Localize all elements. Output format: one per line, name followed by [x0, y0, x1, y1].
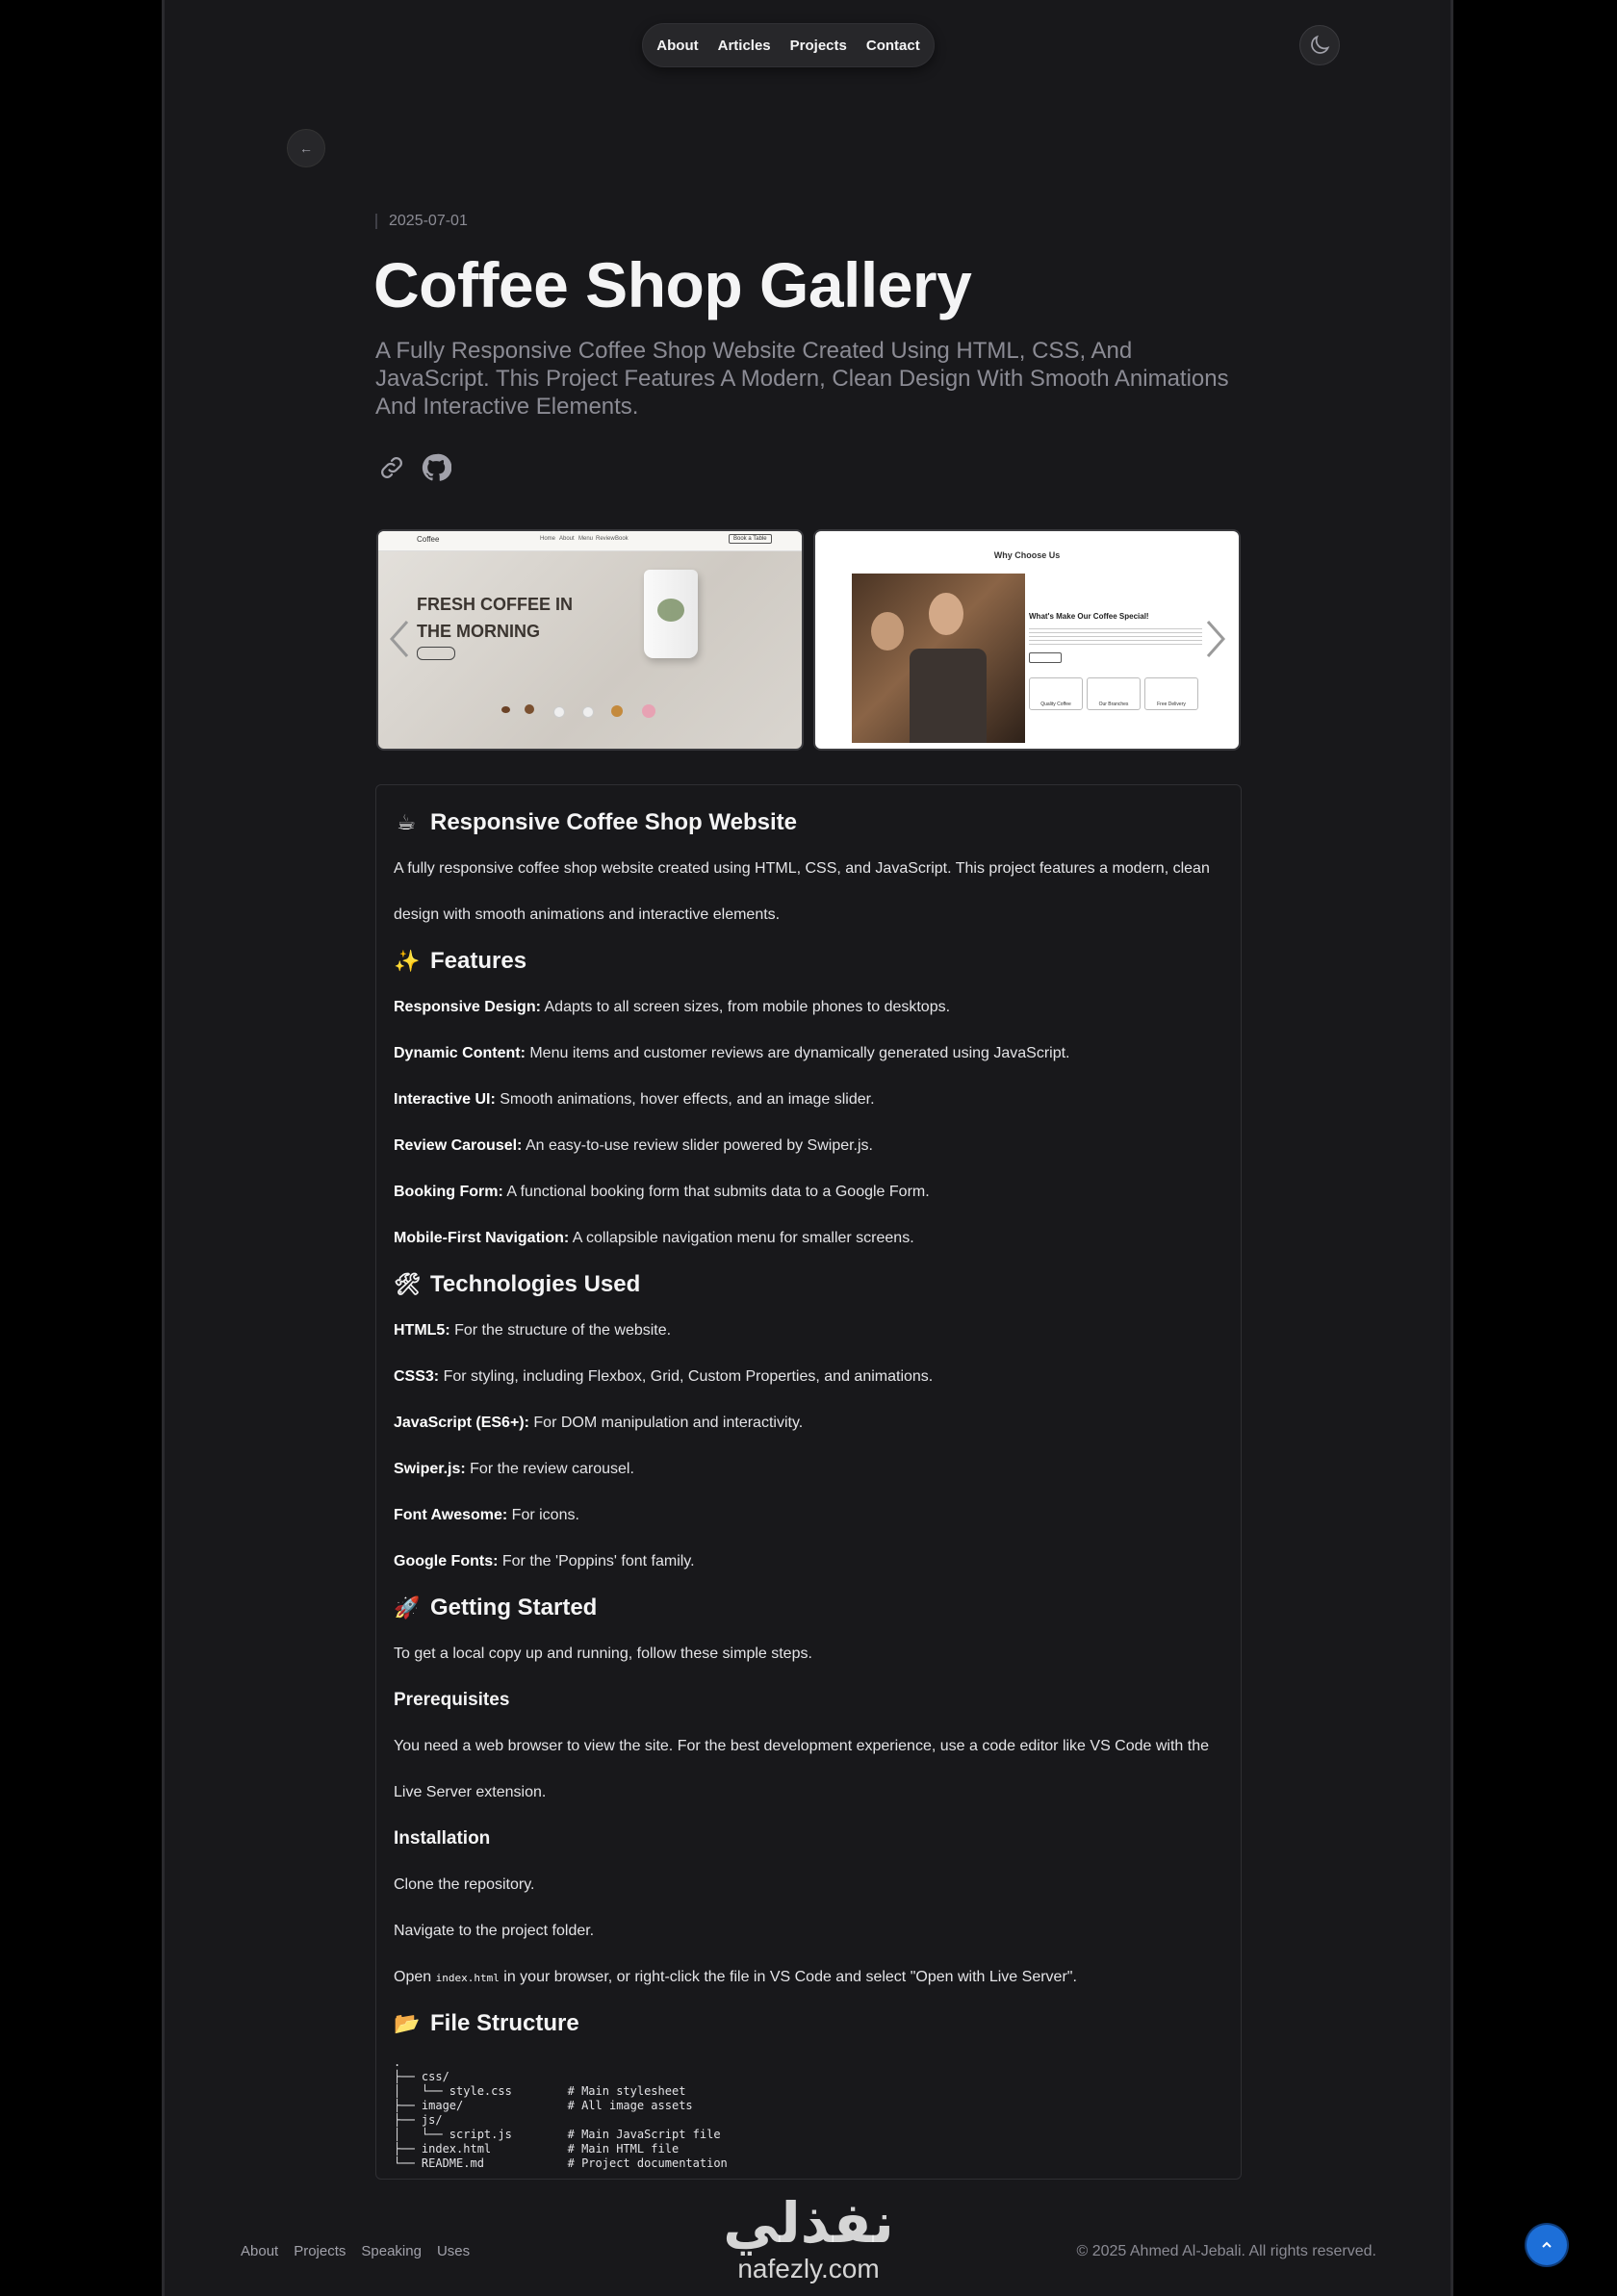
arrow-left-icon: ←: [299, 140, 313, 156]
footer-link-about[interactable]: About: [241, 2243, 279, 2259]
watermark-latin: nafezly.com: [737, 2254, 880, 2283]
chevron-left-icon[interactable]: [388, 618, 411, 660]
slide-read-more: [1029, 652, 1062, 663]
scroll-to-top-button[interactable]: [1527, 2225, 1567, 2265]
slide-button-shape: [417, 647, 455, 660]
tech-item: Google Fonts: For the 'Poppins' font family.: [394, 1553, 695, 1569]
tools-icon: 🛠: [394, 1272, 421, 1296]
slide-nav-item: Book: [615, 536, 629, 542]
heading-file-structure-text: File Structure: [430, 2010, 579, 2036]
slide-cta: Book a Table: [729, 534, 772, 544]
feature-item: Review Carousel: An easy-to-use review slider powered by Swiper.js.: [394, 1137, 873, 1154]
heading-technologies: [394, 1271, 640, 1298]
image-gallery: [376, 529, 1241, 753]
theme-toggle-button[interactable]: [1299, 25, 1340, 65]
prereq-line: You need a web browser to view the site. For the best development experience, use a code editor like VS Code with the: [394, 1738, 1210, 1754]
link-icon[interactable]: [375, 451, 408, 484]
start-text: To get a local copy up and running, follow these simple steps.: [394, 1645, 812, 1662]
slide-text-lines: [1029, 625, 1202, 645]
coffee-icon: ☕: [397, 810, 416, 834]
feature-item: Mobile-First Navigation: A collapsible navigation menu for smaller screens.: [394, 1230, 914, 1246]
footer-link-projects[interactable]: Projects: [294, 2243, 346, 2259]
gallery-slide[interactable]: [813, 529, 1241, 751]
file-tree-code-block: . ├── css/ │ └── style.css # Main stylesheet ├── image/ # All image assets ├── js/ │ └── script.js # Main JavaScript file ├── index.html # Main HTML file └── README.md # Project documentation: [394, 2055, 728, 2170]
feature-card: Quality Coffee: [1029, 677, 1083, 710]
heading-main: [394, 809, 797, 836]
feature-card: Our Branches: [1087, 677, 1141, 710]
slide-nav-item: About: [559, 536, 575, 542]
post-date: 2025-07-01: [375, 214, 468, 229]
coffee-cup-image: [644, 570, 698, 658]
nav-projects[interactable]: Projects: [789, 37, 847, 54]
tech-item: HTML5: For the structure of the website.: [394, 1322, 672, 1339]
moon-icon: [1307, 33, 1332, 58]
slide-nav-item: Home: [540, 536, 556, 542]
heading-features: [394, 948, 526, 975]
footer-navigation: [241, 2243, 470, 2259]
github-icon[interactable]: [420, 451, 452, 484]
feature-item: Interactive UI: Smooth animations, hover effects, and an image slider.: [394, 1091, 875, 1108]
heading-getting-started: [394, 1594, 597, 1621]
watermark: [707, 2194, 910, 2290]
gallery-slide[interactable]: [376, 529, 804, 751]
chevron-right-icon[interactable]: [1204, 618, 1227, 660]
watermark-arabic: نفذلي: [723, 2192, 894, 2255]
page-subtitle: A Fully Responsive Coffee Shop Website Created Using HTML, CSS, And JavaScript. This Project Features A Modern, Clean Design With Smooth Animations And Interactive Elements.: [375, 338, 1229, 420]
intro-line: design with smooth animations and interactive elements.: [394, 906, 781, 923]
feature-item: Booking Form: A functional booking form that submits data to a Google Form.: [394, 1184, 930, 1200]
feature-item: Responsive Design: Adapts to all screen sizes, from mobile phones to desktops.: [394, 999, 951, 1015]
heading-file-structure: [394, 2010, 579, 2037]
sparkles-icon: ✨: [394, 949, 421, 973]
project-links: [375, 451, 452, 484]
tech-item: Swiper.js: For the review carousel.: [394, 1461, 634, 1477]
slide-nav-item: Review: [596, 536, 615, 542]
slide-site-header: [378, 531, 802, 551]
folder-icon: 📂: [394, 2011, 421, 2035]
slide-heading: Why Choose Us: [993, 550, 1061, 560]
install-step: Open index.html in your browser, or right-click the file in VS Code and select "Open with Live Server".: [394, 1969, 1077, 1985]
nav-articles[interactable]: Articles: [717, 37, 771, 54]
nav-contact[interactable]: Contact: [865, 37, 920, 54]
slide-brand: Coffee: [417, 535, 440, 544]
page-title: Coffee Shop Gallery: [373, 249, 972, 320]
back-button[interactable]: [287, 129, 325, 167]
intro-line: A fully responsive coffee shop website created using HTML, CSS, and JavaScript. This project features a modern, clean: [394, 860, 1210, 877]
heading-technologies-text: Technologies Used: [430, 1271, 641, 1297]
heading-prerequisites: Prerequisites: [394, 1690, 510, 1710]
tech-item: JavaScript (ES6+): For DOM manipulation and interactivity.: [394, 1415, 804, 1431]
feature-card: Free Delivery: [1144, 677, 1198, 710]
tech-item: Font Awesome: For icons.: [394, 1507, 579, 1523]
footer-link-uses[interactable]: Uses: [436, 2243, 471, 2259]
slide-headline-2: THE MORNING: [417, 622, 540, 641]
prereq-line: Live Server extension.: [394, 1784, 547, 1800]
slide-headline-1: FRESH COFFEE IN: [417, 595, 574, 614]
inline-code: index.html: [435, 1972, 500, 1984]
feature-item: Dynamic Content: Menu items and customer reviews are dynamically generated using JavaScript.: [394, 1045, 1070, 1061]
copyright-text: © 2025 Ahmed Al-Jebali. All rights reserved.: [1076, 2243, 1376, 2259]
top-navigation: [642, 23, 935, 67]
footer-link-speaking[interactable]: Speaking: [361, 2243, 422, 2259]
heading-installation: Installation: [394, 1828, 491, 1849]
install-step: Navigate to the project folder.: [394, 1923, 595, 1939]
slide-nav-item: Menu: [578, 536, 594, 542]
tech-item: CSS3: For styling, including Flexbox, Grid, Custom Properties, and animations.: [394, 1368, 934, 1385]
heading-main-text: Responsive Coffee Shop Website: [430, 809, 797, 835]
install-step: Clone the repository.: [394, 1876, 535, 1893]
rocket-icon: 🚀: [394, 1595, 421, 1620]
slide-subheading: What's Make Our Coffee Special!: [1029, 612, 1149, 621]
coffee-beans-decoration: [501, 704, 704, 718]
heading-getting-started-text: Getting Started: [430, 1594, 598, 1620]
baristas-photo: [852, 574, 1025, 743]
chevron-up-icon: [1539, 2237, 1554, 2253]
readme-card: [375, 784, 1242, 2180]
heading-features-text: Features: [430, 948, 527, 974]
nav-about[interactable]: About: [656, 37, 699, 54]
